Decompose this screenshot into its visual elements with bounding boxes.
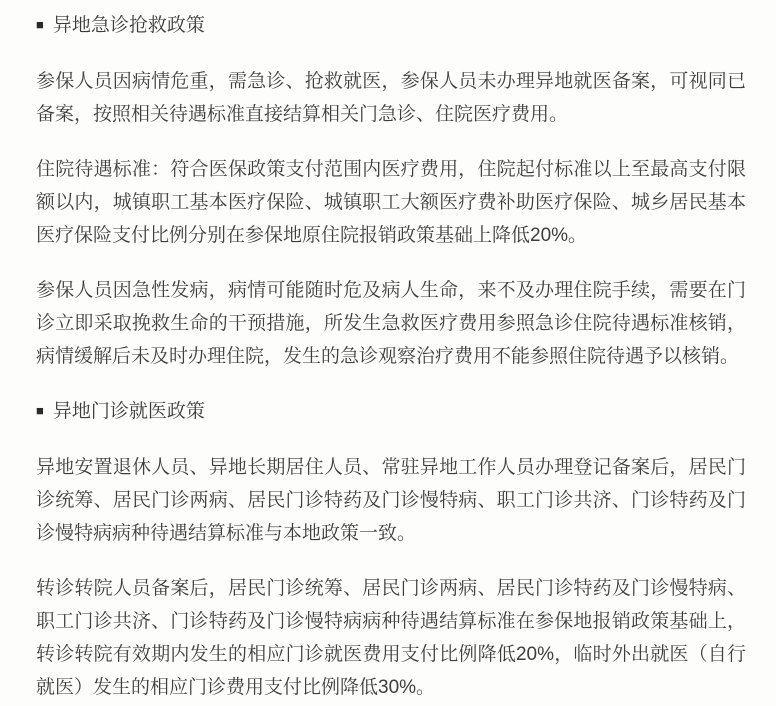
paragraph-hospitalization-standard: 住院待遇标准：符合医保政策支付范围内医疗费用，住院起付标准以上至最高支付限额以内，城镇职工基本医疗保险、城镇职工大额医疗费补助医疗保险、城乡居民基本医疗保险支付比例分别在参保地原住院报销政策基础上降低20%。 [36, 159, 746, 246]
section-heading-text: 异地急诊抢救政策 [52, 15, 205, 36]
section-heading-text: 异地门诊就医政策 [52, 401, 205, 422]
section-heading-remote-emergency-policy [36, 9, 746, 43]
bullet-square-icon: ■ [36, 403, 44, 418]
bullet-square-icon: ■ [36, 17, 44, 32]
paragraph-outpatient-registration: 异地安置退休人员、异地长期居住人员、常驻异地工作人员办理登记备案后，居民门诊统筹、居民门诊两病、居民门诊特药及门诊慢特病、职工门诊共济、门诊特药及门诊慢特病病种待遇结算标准与本地政策一致。 [36, 457, 746, 544]
section-heading-remote-outpatient-policy [36, 395, 746, 429]
paragraph-acute-illness: 参保人员因急性发病，病情可能随时危及病人生命，来不及办理住院手续，需要在门诊立即采取挽救生命的干预措施，所发生急救医疗费用参照急诊住院待遇标准核销，病情缓解后未及时办理住院，发生的急诊观察治疗费用不能参照住院待遇予以核销。 [36, 280, 746, 367]
paragraph-emergency-filing: 参保人员因病情危重，需急诊、抢救就医，参保人员未办理异地就医备案，可视同已备案，按照相关待遇标准直接结算相关门急诊、住院医疗费用。 [36, 71, 746, 125]
paragraph-referral-transfer: 转诊转院人员备案后，居民门诊统筹、居民门诊两病、居民门诊特药及门诊慢特病、职工门诊共济、门诊特药及门诊慢特病病种待遇结算标准在参保地报销政策基础上，转诊转院有效期内发生的相应门诊就医费用支付比例降低20%，临时外出就医（自行就医）发生的相应门诊费用支付比例降低30%。 [36, 578, 746, 698]
